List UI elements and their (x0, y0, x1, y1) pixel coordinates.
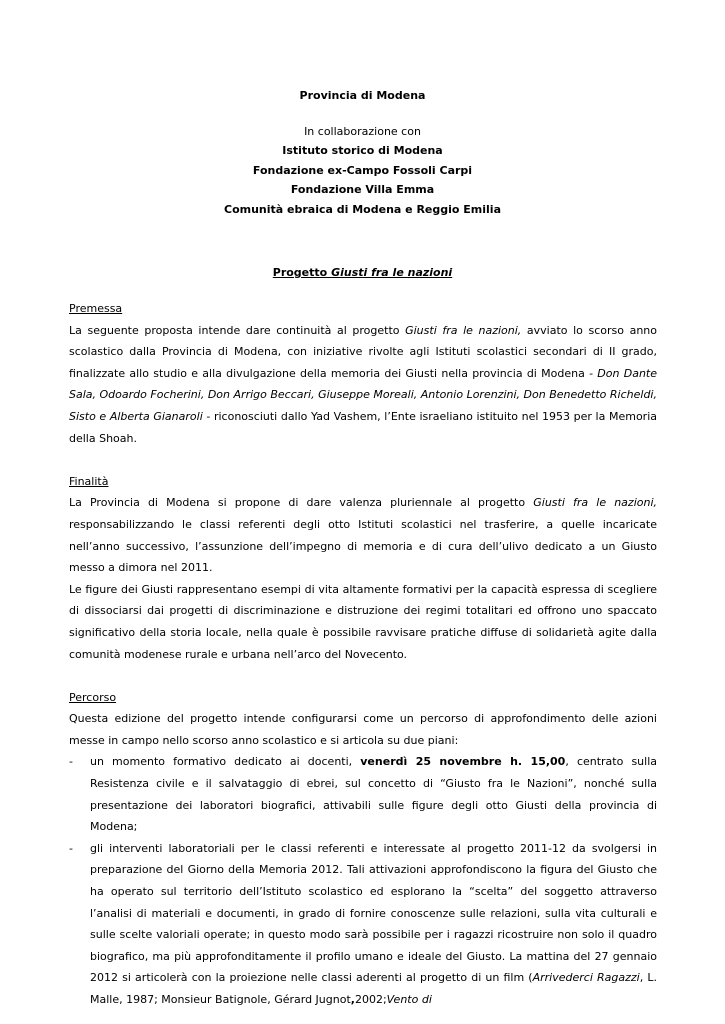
finalita-text-1: La Provincia di Modena si propone di dare valenza pluriennale al progetto (69, 496, 534, 510)
bullet-1-date: venerdì 25 novembre h. 15,00 (360, 755, 566, 769)
section-heading-premessa: Premessa (69, 302, 123, 315)
province-name: Provincia di Modena (299, 89, 426, 102)
finalita-paragraph-2: Le figure dei Giusti rappresentano esempi di vita altamente formativi per la capacità espressa di scegliere di dissociarsi dai progetti di discriminazione e distruzione dei regimi totalitari ed offrono uno spaccato significativo della storia locale, nella quale è possibile ravvisare pratiche diffuse di solidarietà agite dalla comunità modenese rurale e urbana nell’arco del Novecento. (69, 582, 657, 661)
finalita-italic-1: Giusti fra le nazioni, (533, 496, 658, 510)
premessa-paragraph (69, 320, 657, 450)
premessa-text-1: La seguente proposta intende dare continuità al progetto (69, 323, 406, 337)
bullet-2-text-2: , L. Malle, 1987; Monsieur Batignole, Gérard Jugnot (90, 971, 657, 1006)
header-spacer (0, 106, 725, 122)
section-heading-finalita: Finalità (69, 474, 109, 488)
section-heading-percorso: Percorso (69, 690, 117, 704)
finalita-text-2: responsabilizzando le classi referenti degli otto Istituti scolastici nel trasferire, a quelle incaricate nell’anno successivo, l’assunzione dell’impegno di memoria e di cura dell’ulivo dedicato a un Giusto messo a dimora nel 2011. (69, 517, 657, 575)
partner-comunita-ebraica: Comunità ebraica di Modena e Reggio Emilia (224, 202, 501, 216)
collaboration-line: In collaborazione con (304, 124, 421, 138)
premessa-italic-names: Don Dante Sala, Odoardo Focherini, Don Arrigo Beccari, Giuseppe Moreali, Antonio Lorenzini, Don Benedetto Richeldi, Sisto e Alberta Gianaroli (69, 366, 657, 423)
document-header (0, 86, 725, 219)
section-gap (69, 665, 657, 687)
list-dash: - (69, 755, 73, 769)
bullet-2-text-3: 2002; (354, 993, 387, 1006)
bullet-2-text-1: gli interventi laboratoriali per le classi referenti e interessate al progetto 2011-12 da svolgersi in preparazione del Giorno della Memoria 2012. Tali attivazioni approfondiscono la figura del Giusto che ha operato sul territorio dell’Istituto scolastico ed esplorano la “scelta” del soggetto attraverso l’analisi di materiali e documenti, in grado di fornire conoscenze sulle relazioni, sulla vita culturali e sulle scelte valoriali operate; in questo modo sarà possibile per i ragazzi ricostruire non solo il quadro biografico, ma più approfonditamente il profilo umano e ideale del Giusto. La mattina del 27 gennaio 2012 si articolerà con la proiezione nelle classi aderenti al progetto di un film ( (90, 841, 657, 985)
list-item (69, 838, 657, 1011)
list-dash: - (69, 841, 73, 855)
bullet-1-text-2: , centrato sulla Resistenza civile e il salvataggio di ebrei, sul concetto di “Giusto fra le Nazioni”, nonché sulla presentazione dei laboratori biografici, attivabili sulle figure degli otto Giusti della provincia di Modena; (90, 755, 657, 834)
list-item (69, 751, 657, 837)
project-title-italic: Giusti fra le nazioni (331, 266, 453, 279)
partner-istituto-storico: Istituto storico di Modena (282, 144, 443, 157)
finalita-paragraph-1 (69, 492, 657, 578)
percorso-intro: Questa edizione del progetto intende configurarsi come un percorso di approfondimento delle azioni messe in campo nello scorso anno scolastico e si articola su due piani: (69, 712, 657, 747)
bullet-2-film-title-2: Vento di (386, 993, 432, 1006)
bullet-2-film-title: Arrivederci Ragazzi (532, 971, 640, 985)
premessa-text-3: - riconosciuti dallo Yad Vashem, l’Ente israeliano istituito nel 1953 per la Memoria della Shoah. (69, 409, 657, 445)
document-body (69, 298, 657, 1011)
project-title-prefix: Progetto (272, 266, 332, 279)
partner-fondazione-fossoli: Fondazione ex-Campo Fossoli Carpi (252, 163, 473, 177)
bullet-1-text-1: un momento formativo dedicato ai docenti, (90, 755, 361, 769)
premessa-text-2: avviato lo scorso anno scolastico dalla Provincia di Modena, con iniziative rivolte agli Istituti scolastici secondari di II grado, finalizzate allo studio e alla divulgazione della memoria dei Giusti nella provincia di Modena - (69, 323, 657, 380)
section-gap (69, 449, 657, 471)
bullet-2-comma: , (350, 993, 355, 1006)
premessa-italic-1: Giusti fra le nazioni, (405, 323, 522, 337)
partner-fondazione-villa-emma: Fondazione Villa Emma (290, 183, 435, 196)
project-title (0, 266, 725, 279)
